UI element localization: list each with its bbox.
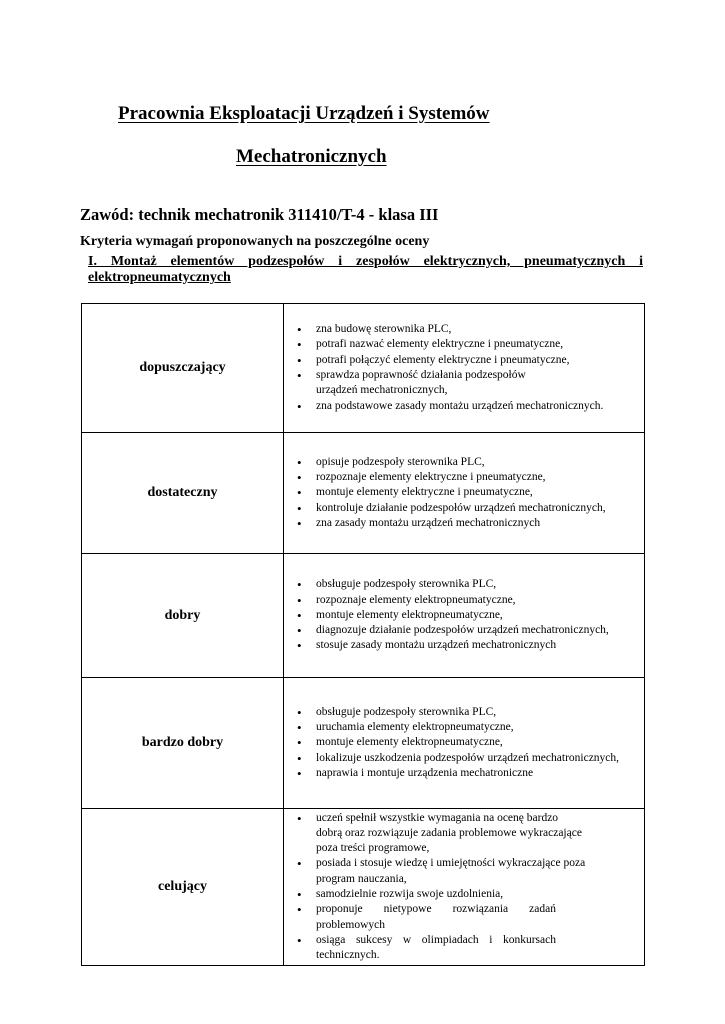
page-title-line-2: Mechatronicznych bbox=[236, 146, 387, 167]
criteria-heading: Kryteria wymagań proponowanych na poszczególne oceny bbox=[80, 234, 430, 249]
list-item: • samodzielnie rozwija swoje uzdolnienia, bbox=[284, 887, 636, 902]
table-row bbox=[82, 678, 645, 809]
criteria-list bbox=[284, 811, 636, 964]
list-item: • rozpoznaje elementy elektryczne i pneumatyczne, bbox=[284, 470, 636, 485]
list-item: • stosuje zasady montażu urządzeń mechatronicznych bbox=[284, 638, 636, 653]
grade-name: dobry bbox=[82, 554, 284, 678]
section-heading: I. Montaż elementów podzespołów i zespołów elektrycznych, pneumatycznych i elektropneumatycznych bbox=[88, 254, 643, 285]
table-row bbox=[82, 433, 645, 554]
grade-name: celujący bbox=[82, 809, 284, 966]
table-row bbox=[82, 304, 645, 433]
list-item: • montuje elementy elektropneumatyczne, bbox=[284, 608, 636, 623]
list-item: • osiąga sukcesy w olimpiadach i konkursach technicznych. bbox=[284, 933, 556, 964]
grade-name: bardzo dobry bbox=[82, 678, 284, 809]
list-item: • montuje elementy elektropneumatyczne, bbox=[284, 735, 636, 750]
criteria-list bbox=[284, 322, 636, 414]
list-item: • diagnozuje działanie podzespołów urządzeń mechatronicznych, bbox=[284, 623, 636, 638]
grade-name: dostateczny bbox=[82, 433, 284, 554]
criteria-cell bbox=[284, 304, 645, 433]
criteria-list bbox=[284, 705, 636, 781]
list-item: • lokalizuje uszkodzenia podzespołów urządzeń mechatronicznych, bbox=[284, 751, 636, 766]
criteria-list bbox=[284, 455, 636, 531]
table-row bbox=[82, 809, 645, 966]
list-item: • montuje elementy elektryczne i pneumatyczne, bbox=[284, 485, 636, 500]
list-item: • kontroluje działanie podzespołów urządzeń mechatronicznych, bbox=[284, 501, 636, 516]
list-item: • zna zasady montażu urządzeń mechatronicznych bbox=[284, 516, 636, 531]
criteria-cell bbox=[284, 678, 645, 809]
criteria-cell bbox=[284, 809, 645, 966]
grades-table bbox=[81, 303, 645, 966]
list-item: • obsługuje podzespoły sterownika PLC, bbox=[284, 705, 636, 720]
profession-heading: Zawód: technik mechatronik 311410/T-4 - klasa III bbox=[80, 205, 439, 224]
criteria-list bbox=[284, 577, 636, 653]
criteria-cell bbox=[284, 433, 645, 554]
list-item: • sprawdza poprawność działania podzespołów urządzeń mechatronicznych, bbox=[284, 368, 546, 399]
list-item: • opisuje podzespoły sterownika PLC, bbox=[284, 455, 636, 470]
list-item: • uruchamia elementy elektropneumatyczne, bbox=[284, 720, 636, 735]
list-item: • proponuje nietypowe rozwiązania zadań problemowych bbox=[284, 902, 556, 933]
list-item: • zna podstawowe zasady montażu urządzeń mechatronicznych. bbox=[284, 399, 636, 414]
list-item: • potrafi nazwać elementy elektryczne i pneumatyczne, bbox=[284, 337, 636, 352]
list-item: • obsługuje podzespoły sterownika PLC, bbox=[284, 577, 636, 592]
page-title-line-1: Pracownia Eksploatacji Urządzeń i Systemów bbox=[118, 103, 490, 124]
list-item: • zna budowę sterownika PLC, bbox=[284, 322, 636, 337]
criteria-cell bbox=[284, 554, 645, 678]
list-item: • posiada i stosuje wiedzę i umiejętności wykraczające poza program nauczania, bbox=[284, 856, 586, 887]
list-item: • naprawia i montuje urządzenia mechatroniczne bbox=[284, 766, 636, 781]
list-item: • uczeń spełnił wszystkie wymagania na ocenę bardzo dobrą oraz rozwiązuje zadania problemowe wykraczające poza treści programowe, bbox=[284, 811, 586, 857]
list-item: • potrafi połączyć elementy elektryczne i pneumatyczne, bbox=[284, 353, 636, 368]
grade-name: dopuszczający bbox=[82, 304, 284, 433]
table-row bbox=[82, 554, 645, 678]
list-item: • rozpoznaje elementy elektropneumatyczne, bbox=[284, 593, 636, 608]
